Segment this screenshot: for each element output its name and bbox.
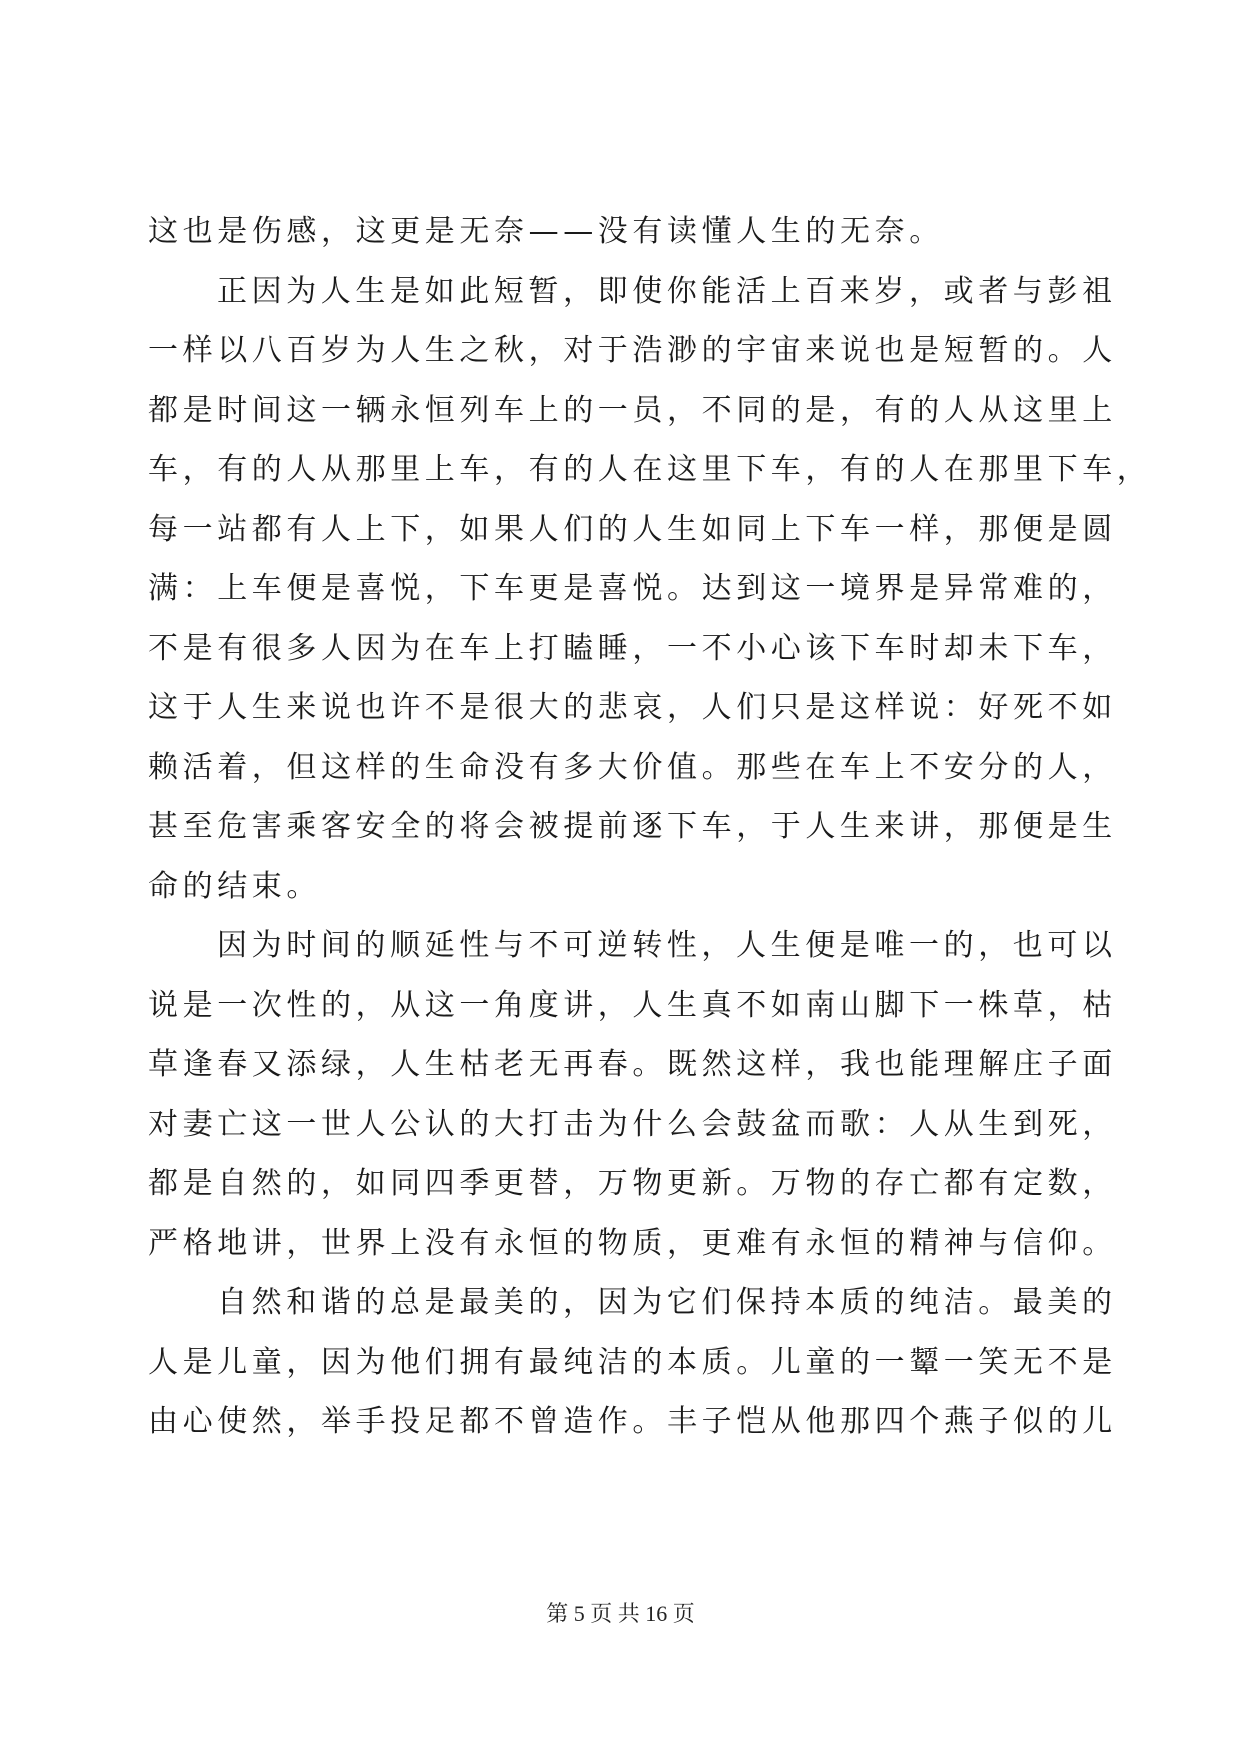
text-line: 车，有的人从那里上车，有的人在这里下车，有的人在那里下车，: [148, 452, 1152, 487]
text-line: 正因为人生是如此短暂，即使你能活上百来岁，或者与彭祖: [217, 273, 1117, 309]
text-line: 严格地讲，世界上没有永恒的物质，更难有永恒的精神与信仰。: [148, 1225, 1117, 1261]
text-line: 说是一次性的，从这一角度讲，人生真不如南山脚下一株草，枯: [148, 987, 1117, 1023]
text-line: 一样以八百岁为人生之秋，对于浩渺的宇宙来说也是短暂的。人: [148, 333, 1117, 368]
text-line: 这也是伤感，这更是无奈——没有读懂人生的无奈。: [148, 214, 944, 249]
body-text: [148, 202, 1152, 1452]
text-line: 草逢春又添绿，人生枯老无再春。既然这样，我也能理解庄子面: [148, 1047, 1117, 1082]
text-line: 对妻亡这一世人公认的大打击为什么会鼓盆而歌：人从生到死，: [148, 1106, 1117, 1142]
text-line: 由心使然，举手投足都不曾造作。丰子恺从他那四个燕子似的儿: [148, 1404, 1117, 1439]
text-line: 满：上车便是喜悦，下车更是喜悦。达到这一境界是异常难的，: [148, 571, 1117, 606]
text-line: 每一站都有人上下，如果人们的人生如同上下车一样，那便是圆: [148, 511, 1117, 547]
text-line: 甚至危害乘客安全的将会被提前逐下车，于人生来讲，那便是生: [148, 809, 1117, 844]
text-line: 赖活着，但这样的生命没有多大价值。那些在车上不安分的人，: [148, 749, 1117, 785]
text-line: 人是儿童，因为他们拥有最纯洁的本质。儿童的一颦一笑无不是: [148, 1344, 1117, 1380]
text-line: 这于人生来说也许不是很大的悲哀，人们只是这样说：好死不如: [148, 690, 1117, 725]
text-line: 不是有很多人因为在车上打瞌睡，一不小心该下车时却未下车，: [148, 630, 1117, 666]
text-line: 因为时间的顺延性与不可逆转性，人生便是唯一的，也可以: [217, 928, 1117, 963]
text-line: 都是自然的，如同四季更替，万物更新。万物的存亡都有定数，: [148, 1166, 1117, 1201]
text-line: 都是时间这一辆永恒列车上的一员，不同的是，有的人从这里上: [148, 392, 1117, 428]
text-line: 自然和谐的总是最美的，因为它们保持本质的纯洁。最美的: [217, 1285, 1117, 1320]
text-line: 命的结束。: [148, 868, 321, 904]
page-number-footer: 第 5 页 共 16 页: [546, 1601, 695, 1626]
